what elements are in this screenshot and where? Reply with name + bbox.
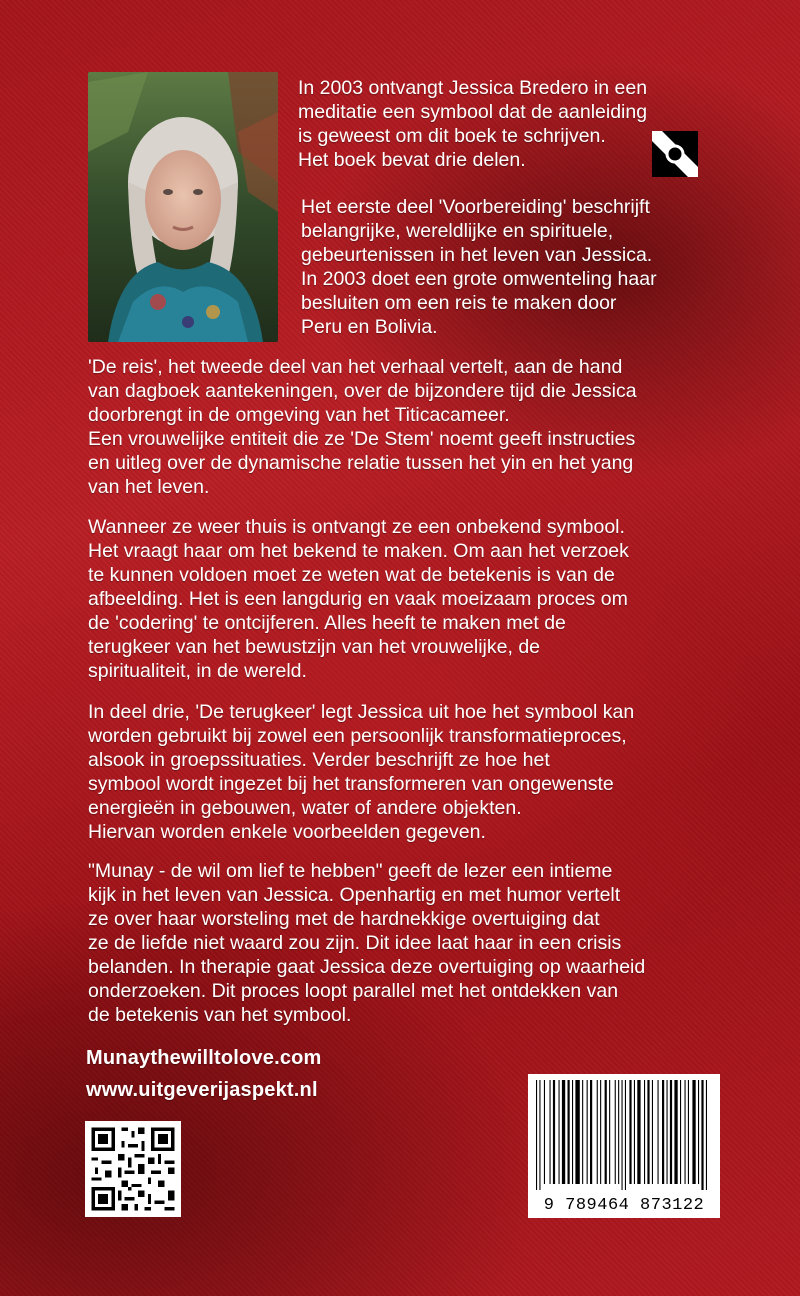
barcode-bar — [634, 1080, 635, 1184]
barcode-bar — [568, 1080, 570, 1184]
barcode-bar — [670, 1080, 672, 1184]
barcode-bar — [575, 1080, 579, 1184]
barcode-bar — [587, 1080, 588, 1184]
barcode-bar — [629, 1080, 631, 1184]
barcode-bar — [662, 1080, 664, 1184]
barcode-bar — [625, 1080, 626, 1190]
barcode-bar — [615, 1080, 616, 1184]
barcode-bar — [539, 1080, 540, 1190]
qr-code-icon — [85, 1121, 181, 1217]
barcode-bar — [536, 1080, 537, 1190]
barcode-bar — [559, 1080, 560, 1184]
barcode-bar — [698, 1080, 699, 1184]
isbn-barcode — [528, 1074, 720, 1218]
part-one-paragraph: Het eerste deel 'Voorbereiding' beschrijft belangrijke, wereldlijke en spirituele, gebeurtenissen in het leven van Jessica. In 2003 doet een grote omwenteling haar besluiten om een reis te maken door Peru en Bolivia. — [301, 196, 657, 338]
barcode-bars — [528, 1074, 720, 1190]
barcode-bar — [692, 1080, 695, 1184]
intro-paragraph: In 2003 ontvangt Jessica Bredero in een meditatie een symbool dat de aanleiding is geweest om dit boek te schrijven. Het boek bevat drie delen. — [298, 77, 648, 171]
barcode-bar — [605, 1080, 607, 1184]
barcode-bar — [550, 1080, 551, 1184]
barcode-bar — [637, 1080, 640, 1184]
barcode-bar — [618, 1080, 619, 1184]
barcode-bar — [609, 1080, 610, 1184]
barcode-bar — [597, 1080, 598, 1184]
website-link-publisher[interactable]: www.uitgeverijaspekt.nl — [86, 1079, 318, 1101]
barcode-bar — [590, 1080, 592, 1184]
barcode-bar — [680, 1080, 681, 1184]
part-two-paragraph: 'De reis', het tweede deel van het verhaal vertelt, aan de hand van dagboek aantekeningen, over de bijzondere tijd die Jessica doorbrengt in de omgeving van het Titicacameer. Een vrouwelijke entiteit die ze 'De Stem' noemt geeft instructies en uitleg over de dynamische relatie tussen het yin en het yang van het leven. — [88, 356, 637, 498]
barcode-bar — [688, 1080, 689, 1184]
barcode-bar — [622, 1080, 623, 1190]
symbol-paragraph: Wanneer ze weer thuis is ontvangt ze een onbekend symbool. Het vraagt haar om het bekend te maken. Om aan het verzoek te kunnen voldoen moet ze weten wat de betekenis is van de afbeelding. Het is een langdurig en vaak moeizaam proces om de 'codering' te ontcijferen. Alles heeft te maken met de terugkeer van het bewustzijn van het vrouwelijke, de spiritualiteit, in de wereld. — [88, 516, 629, 682]
barcode-bar — [553, 1080, 555, 1184]
barcode-bar — [582, 1080, 583, 1184]
barcode-bar — [647, 1080, 649, 1184]
barcode-bar — [674, 1080, 677, 1184]
website-link-munay[interactable]: Munaythewilltolove.com — [86, 1047, 322, 1069]
barcode-bar — [644, 1080, 645, 1184]
summary-paragraph: "Munay - de wil om lief te hebben" geeft de lezer een intieme kijk in het leven van Jessica. Openhartig en met humor vertelt ze over haar worsteling met de hardnekkige overtuiging dat ze de liefde niet waard zou zijn. Dit idee laat haar in een crisis belanden. In therapie gaat Jessica deze overtuiging op waarheid onderzoeken. Dit proces loopt parallel met het ontdekken van de betekenis van het symbool. — [88, 860, 646, 1026]
barcode-bar — [544, 1080, 545, 1184]
barcode-bar — [600, 1080, 601, 1184]
author-portrait — [88, 72, 278, 342]
barcode-bar — [706, 1080, 707, 1190]
isbn-number: 9 789464 873122 — [543, 1196, 705, 1215]
barcode-bar — [562, 1080, 565, 1184]
barcode-bar — [652, 1080, 653, 1184]
author-photo — [88, 72, 278, 342]
barcode-bar — [667, 1080, 668, 1184]
barcode-bar — [572, 1080, 573, 1184]
barcode-bar — [658, 1080, 659, 1184]
qr-code[interactable] — [85, 1121, 181, 1217]
part-three-paragraph: In deel drie, 'De terugkeer' legt Jessica uit hoe het symbool kan worden gebruikt bij zowel een persoonlijk transformatieproces, alsook in groepssituaties. Verder beschrijft ze hoe het symbool wordt ingezet bij het transformeren van ongewenste energieën in gebouwen, water of andere objekten. Hiervan worden enkele voorbeelden gegeven. — [88, 701, 635, 843]
barcode-bar — [701, 1080, 703, 1190]
barcode-bar — [685, 1080, 686, 1184]
